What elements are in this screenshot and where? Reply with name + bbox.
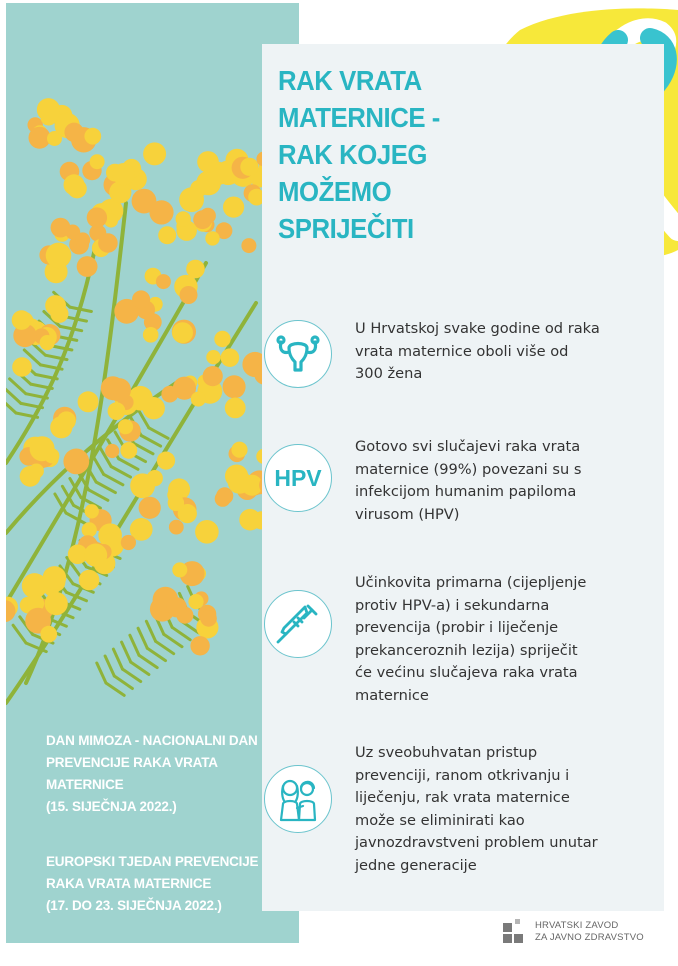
fact-line: prevenciji, ranom otkrivanju i — [355, 766, 570, 784]
mimosa-bloom — [12, 357, 32, 377]
note-line: PREVENCIJE RAKA VRATA — [46, 755, 218, 770]
title-line: MOŽEMO — [278, 176, 392, 207]
fact-hpv — [355, 436, 581, 526]
mimosa-bloom — [43, 566, 67, 590]
syringe-icon — [264, 590, 332, 658]
mimosa-bloom — [40, 626, 57, 643]
mimosa-leaf — [172, 627, 190, 640]
mimosa-bloom — [130, 473, 155, 498]
mimosa-bloom — [50, 305, 68, 323]
fact-line: prevencija (probir i liječenje — [355, 619, 559, 636]
mimosa-bloom — [221, 348, 240, 367]
mimosa-leaf — [149, 428, 168, 439]
title-line: RAK KOJEG — [278, 139, 428, 170]
mimosa-bloom — [200, 610, 216, 626]
mimosa-leaf — [66, 513, 85, 524]
mimosa-bloom — [78, 391, 99, 412]
note-line: EUROPSKI TJEDAN PREVENCIJE — [46, 854, 259, 869]
mimosa-leaf — [6, 398, 16, 413]
mimosa-leaf — [164, 634, 182, 646]
note-line: DAN MIMOZA - NACIONALNI DAN — [46, 733, 258, 748]
mimosa-bloom — [85, 504, 99, 518]
logo-line: HRVATSKI ZAVOD — [535, 920, 619, 931]
mimosa-leaf — [141, 436, 160, 447]
title-line: RAK VRATA — [278, 65, 422, 96]
mimosa-bloom — [57, 411, 76, 430]
mimosa-leaf — [13, 625, 26, 643]
mimosa-bloom — [12, 310, 32, 330]
fact-line: maternice — [355, 686, 429, 704]
mimosa-bloom — [161, 386, 178, 403]
mimosa-bloom — [139, 497, 161, 519]
mimosa-bloom — [239, 509, 261, 531]
fact-line: Učinkovita primarna (cijepljenje — [355, 574, 587, 591]
mimosa-bloom — [108, 402, 126, 420]
fact-line: virusom (HPV) — [355, 505, 460, 523]
mimosa-bloom — [30, 436, 55, 461]
mimosa-bloom — [40, 335, 55, 350]
mimosa-bloom — [169, 520, 184, 535]
mimosa-bloom — [172, 322, 193, 343]
women-icon — [264, 765, 332, 833]
hpv-icon-label: HPV — [274, 464, 322, 491]
logo-line: ZA JAVNO ZDRAVSTVO — [535, 932, 644, 943]
fact-line: Uz sveobuhvatan pristup — [355, 744, 538, 761]
mimosa-leaf — [156, 641, 174, 653]
mimosa-bloom — [188, 594, 203, 609]
mimosa-bloom — [215, 491, 231, 507]
mimosa-leaf — [114, 676, 132, 689]
mimosa-bloom — [63, 449, 89, 475]
mimosa-bloom — [45, 592, 68, 615]
mimosa-leaf — [104, 474, 123, 485]
mimosa-bloom — [132, 290, 150, 308]
mimosa-bloom — [156, 274, 171, 289]
mimosa-bloom — [120, 442, 137, 459]
mimosa-bloom — [118, 419, 133, 434]
mimosa-day-note — [46, 730, 286, 818]
mimosa-leaf — [96, 482, 115, 493]
note-line: MATERNICE — [46, 777, 124, 792]
mimosa-leaf — [131, 662, 149, 674]
mimosa-bloom — [29, 464, 44, 479]
mimosa-leaf — [93, 455, 104, 474]
mimosa-bloom — [107, 378, 131, 402]
mimosa-leaf — [122, 642, 131, 662]
mimosa-leaf — [119, 459, 138, 470]
hzjz-logo — [503, 919, 644, 945]
mimosa-bloom — [225, 398, 246, 419]
mimosa-leaf — [106, 683, 124, 695]
fact-incidence — [355, 318, 600, 386]
mimosa-bloom — [105, 444, 119, 458]
fact-line: liječenju, rak vrata maternice — [355, 789, 570, 806]
mimosa-leaf — [10, 379, 26, 394]
mimosa-leaf — [123, 669, 141, 681]
fact-elimination — [355, 742, 598, 877]
fact-line: 300 žena — [355, 365, 423, 382]
mimosa-leaf — [105, 656, 114, 676]
fact-line: može se eliminirati kao — [355, 811, 525, 829]
note-line: RAKA VRATA MATERNICE — [46, 876, 212, 891]
mimosa-bloom — [172, 562, 187, 577]
mimosa-bloom — [223, 375, 246, 398]
mimosa-bloom — [228, 470, 252, 494]
mimosa-leaf — [113, 649, 122, 669]
mimosa-leaf — [111, 467, 130, 478]
mimosa-bloom — [206, 350, 220, 364]
mimosa-leaf — [89, 490, 108, 501]
fact-line: Gotovo svi slučajevi raka vrata — [355, 438, 581, 455]
mimosa-leaf — [138, 628, 147, 648]
mimosa-bloom — [191, 392, 206, 407]
logo-mark-icon — [503, 919, 525, 945]
mimosa-leaf — [6, 389, 21, 404]
title-line: MATERNICE - — [278, 102, 440, 133]
european-week-note — [46, 851, 286, 917]
mimosa-bloom — [178, 504, 197, 523]
mimosa-bloom — [231, 442, 247, 458]
mimosa-leaf — [139, 655, 157, 667]
mimosa-bloom — [167, 597, 187, 617]
mimosa-bloom — [190, 636, 209, 655]
mimosa-bloom — [121, 535, 136, 550]
note-line: (17. DO 23. SIJEČNJA 2022.) — [46, 898, 222, 913]
fact-line: vrata maternice oboli više od — [355, 342, 569, 360]
fact-line: protiv HPV-a) i sekundarna — [355, 596, 550, 614]
logo-text — [535, 920, 644, 944]
mimosa-leaf — [97, 663, 106, 683]
note-line: (15. SIJEČNJA 2022.) — [46, 799, 177, 814]
fact-line: javnozdravstveni problem unutar — [355, 834, 598, 851]
mimosa-bloom — [82, 522, 97, 537]
mimosa-leaf — [147, 648, 165, 660]
fact-line: će većinu slučajeva raka vrata — [355, 664, 578, 681]
mimosa-bloom — [214, 331, 230, 347]
fact-line: maternice (99%) povezani su s — [355, 460, 582, 478]
mimosa-leaf — [146, 621, 155, 641]
uterus-icon — [264, 320, 332, 388]
page-title — [278, 62, 454, 247]
mimosa-bloom — [157, 452, 175, 470]
fact-line: infekcijom humanim papiloma — [355, 483, 577, 500]
title-line: SPRIJEČITI — [278, 213, 414, 244]
mimosa-bloom — [79, 570, 100, 591]
hpv-icon — [264, 444, 332, 512]
mimosa-bloom — [203, 366, 223, 386]
mimosa-bloom — [180, 286, 198, 304]
fact-line: U Hrvatskoj svake godine od raka — [355, 320, 600, 337]
fact-line: prekanceroznih lezija) spriječit — [355, 641, 578, 659]
fact-line: jedne generacije — [355, 856, 477, 874]
mimosa-bloom — [84, 544, 107, 567]
mimosa-bloom — [143, 327, 159, 343]
mimosa-leaf — [130, 635, 139, 655]
fact-prevention — [355, 572, 586, 707]
mimosa-bloom — [195, 520, 219, 544]
mimosa-leaf — [60, 326, 82, 330]
